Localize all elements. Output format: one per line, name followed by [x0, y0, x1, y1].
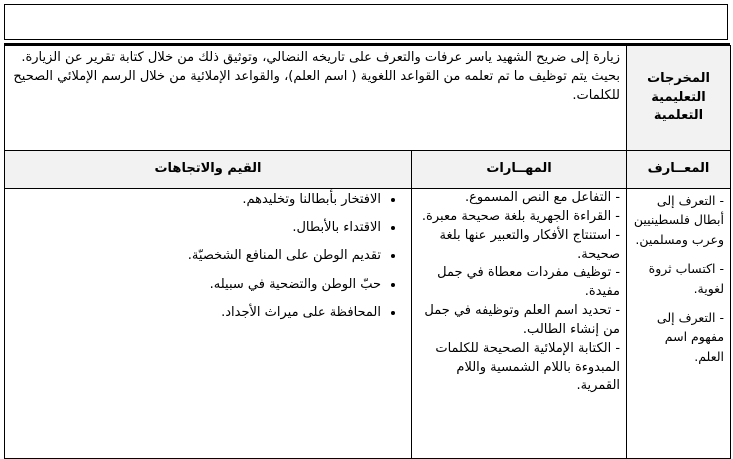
skills-header: المهــارات [412, 151, 627, 189]
values-cell [5, 189, 412, 459]
knowledge-item: - اكتساب ثروة لغوية. [648, 261, 725, 296]
skill-item: - تحديد اسم العلم وتوظيفه في جمل من إنشاء الطالب. [424, 303, 621, 337]
knowledge-item: - التعرف إلى مفهوم اسم العلم. [656, 309, 725, 364]
knowledge-header: المعــارف [627, 151, 731, 189]
outcomes-text [5, 46, 627, 151]
outcomes-label: المخرجات التعليمية التعلمية [627, 46, 731, 151]
value-item: • الاقتداء بالأبطال. [11, 219, 381, 237]
skill-item: - القراءة الجهرية بلغة صحيحة معبرة. [421, 208, 621, 224]
outcome-line: بحيث يتم توظيف ما تم تعلمه من القواعد اللغوية ( اسم العلم)، والقواعد الإملائية من خلال الرسم الإملائي الصحيح للكلمات. [13, 68, 621, 103]
value-item: • المحافظة على ميراث الأجداد. [11, 304, 381, 322]
skills-cell [412, 189, 627, 459]
header-empty-box [4, 4, 728, 40]
skill-item: - الكتابة الإملائية الصحيحة للكلمات المبدوءة باللام الشمسية واللام القمرية. [435, 340, 621, 394]
skill-item: - استنتاج الأفكار والتعبير عنها بلغة صحيحة. [439, 227, 621, 262]
value-item: • تقديم الوطن على المنافع الشخصيّة. [11, 247, 381, 265]
knowledge-item: - التعرف إلى أبطال فلسطينيين وعرب ومسلمين. [633, 193, 725, 247]
outcome-line: زيارة إلى ضريح الشهيد ياسر عرفات والتعرف على تاريخه النضالي، وتوثيق ذلك من خلال كتابة تقرير عن الزيارة. [21, 50, 621, 65]
column-header-row [5, 151, 731, 189]
skill-item: - توظيف مفردات معطاة في جمل مفيدة. [437, 265, 621, 300]
knowledge-cell [627, 189, 731, 459]
values-header: القيم والاتجاهات [5, 151, 412, 189]
outcomes-row [5, 46, 731, 151]
values-list [11, 191, 405, 322]
skill-item: - التفاعل مع النص المسموع. [465, 190, 621, 205]
value-item: • حبّ الوطن والتضحية في سبيله. [11, 276, 381, 294]
content-row [5, 189, 731, 459]
lesson-plan-table [4, 45, 731, 459]
value-item: • الافتخار بأبطالنا وتخليدهم. [11, 191, 381, 209]
